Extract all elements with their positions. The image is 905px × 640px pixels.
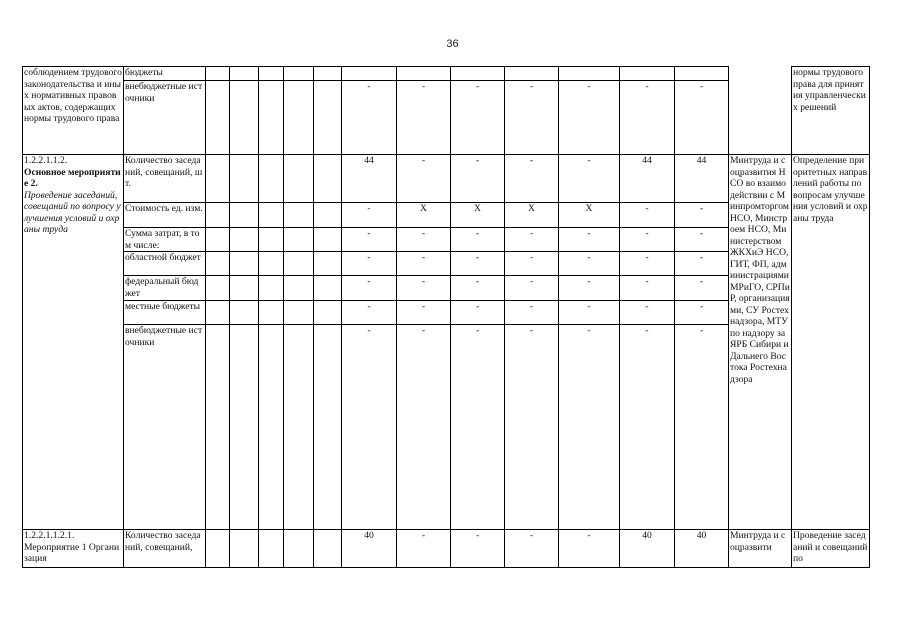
continuation-title: соблюдением трудового законодательства и иных нормативных правовых актов, содержащих нормы трудового права <box>23 67 124 155</box>
value-cell: - <box>675 252 729 276</box>
value-cell: - <box>620 203 675 228</box>
value-cell: - <box>342 228 397 252</box>
indicator-label: Сумма затрат, в том числе: <box>124 228 206 252</box>
value-cell: - <box>397 276 451 301</box>
value-cell: - <box>451 301 505 325</box>
indicator-label: внебюджетные источники <box>124 325 206 530</box>
value-cell: - <box>505 325 559 530</box>
activity-title <box>23 155 124 530</box>
value-cell: - <box>397 81 451 155</box>
value-cell: - <box>397 252 451 276</box>
value-cell: - <box>451 155 505 203</box>
value-cell: 44 <box>342 155 397 203</box>
value-cell: - <box>505 530 559 568</box>
value-cell: - <box>675 325 729 530</box>
value-cell: X <box>505 203 559 228</box>
table-row <box>23 155 870 203</box>
value-cell: X <box>397 203 451 228</box>
value-cell: - <box>620 81 675 155</box>
activity-heading: Основное мероприятие 2. <box>24 166 121 189</box>
value-cell: - <box>505 228 559 252</box>
executor-cell: Минтруда и соцразвити <box>729 530 792 568</box>
value-cell: - <box>675 203 729 228</box>
value-cell: - <box>620 301 675 325</box>
value-cell: - <box>559 276 620 301</box>
program-table <box>22 66 870 568</box>
activity-code: 1.2.2.1.1.2. <box>24 155 68 166</box>
value-cell: - <box>505 155 559 203</box>
value-cell: - <box>451 276 505 301</box>
value-cell: - <box>559 301 620 325</box>
source-label: внебюджетные источники <box>124 81 206 155</box>
value-cell: - <box>559 228 620 252</box>
value-cell: X <box>451 203 505 228</box>
table-row <box>23 530 870 568</box>
indicator-label: Стоимость ед. изм. <box>124 203 206 228</box>
value-cell: - <box>559 530 620 568</box>
value-cell: - <box>342 252 397 276</box>
value-cell: - <box>397 325 451 530</box>
value-cell: 40 <box>342 530 397 568</box>
indicator-label: местные бюджеты <box>124 301 206 325</box>
value-cell: - <box>620 276 675 301</box>
value-cell: 44 <box>620 155 675 203</box>
value-cell: - <box>675 301 729 325</box>
value-cell: - <box>342 81 397 155</box>
value-cell: - <box>559 325 620 530</box>
value-cell: - <box>451 325 505 530</box>
source-label: бюджеты <box>124 67 206 81</box>
indicator-label: федеральный бюджет <box>124 276 206 301</box>
indicator-label: Количество заседаний, совещаний, <box>124 530 206 568</box>
executor-cell: Минтруда и соцразвития НСО во взаимодействии с Минпромторгом НСО, Минстроем НСО, Министерством ЖКХиЭ НСО, ГИТ, ФП, администрациями МРиГО, СРПиР, организациями, СУ Ростехнадзора, МТУ по надзору за ЯРБ Сибири и Дальнего Востока Ростехнадзора <box>729 155 792 530</box>
value-cell: - <box>397 155 451 203</box>
value-cell: - <box>397 228 451 252</box>
outcome-cell: Определение приоритетных направлений работы по вопросам улучшения условий и охраны труда <box>792 155 870 530</box>
sub-activity-code: 1.2.2.1.1.2.1. <box>24 530 75 541</box>
value-cell: - <box>505 252 559 276</box>
value-cell: 40 <box>675 530 729 568</box>
value-cell: - <box>675 81 729 155</box>
value-cell: - <box>675 228 729 252</box>
outcome-cell: Проведение заседаний и совещаний по <box>792 530 870 568</box>
value-cell: - <box>620 228 675 252</box>
value-cell: - <box>451 81 505 155</box>
value-cell: - <box>505 276 559 301</box>
indicator-label: Количество заседаний, совещаний, шт. <box>124 155 206 203</box>
value-cell: - <box>342 325 397 530</box>
page-number: 36 <box>446 38 459 50</box>
continuation-outcome: нормы трудового права для принятия управленческих решений <box>792 67 870 155</box>
value-cell: - <box>620 325 675 530</box>
value-cell: - <box>559 81 620 155</box>
value-cell: 40 <box>620 530 675 568</box>
value-cell: - <box>397 530 451 568</box>
value-cell: - <box>505 81 559 155</box>
value-cell: X <box>559 203 620 228</box>
value-cell: - <box>505 301 559 325</box>
sub-activity-description: Мероприятие 1 Организация <box>24 541 120 564</box>
value-cell: - <box>397 301 451 325</box>
value-cell: - <box>559 155 620 203</box>
value-cell: - <box>620 252 675 276</box>
value-cell: - <box>342 301 397 325</box>
value-cell: - <box>451 530 505 568</box>
value-cell: - <box>675 276 729 301</box>
value-cell: - <box>342 203 397 228</box>
sub-activity-title <box>23 530 124 568</box>
table-row <box>23 67 870 81</box>
value-cell: - <box>451 228 505 252</box>
activity-description: Проведение заседаний, совещаний по вопросу улучшения условий и охраны труда <box>24 189 121 235</box>
indicator-label: областной бюджет <box>124 252 206 276</box>
value-cell: 44 <box>675 155 729 203</box>
value-cell: - <box>342 276 397 301</box>
value-cell: - <box>451 252 505 276</box>
value-cell: - <box>559 252 620 276</box>
